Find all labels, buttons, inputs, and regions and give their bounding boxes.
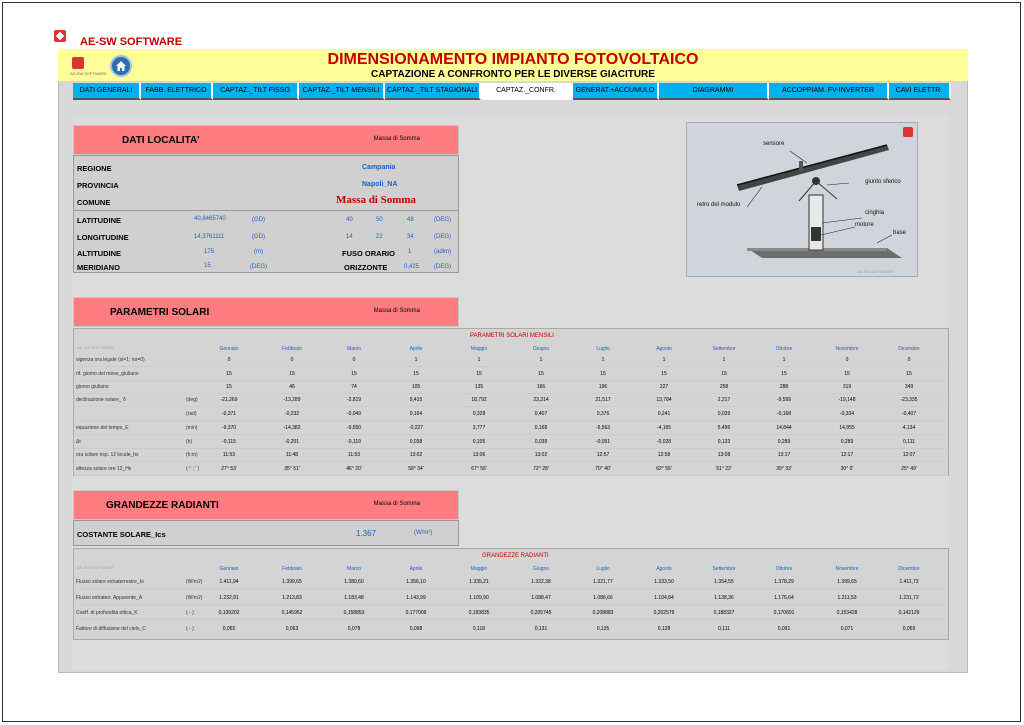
table-cell: 15 xyxy=(600,371,606,377)
table-cell: 15 xyxy=(226,371,232,377)
table-cell: 30° 0' xyxy=(840,466,854,472)
table-cell: -0,232 xyxy=(284,411,300,417)
table-cell: 1.213,83 xyxy=(282,595,302,601)
month-header: Agosto xyxy=(656,566,672,572)
table-cell: -0,227 xyxy=(408,425,424,431)
table-cell: 0,039 xyxy=(717,411,731,417)
month-header: Maggio xyxy=(470,566,488,572)
page-subtitle: CAPTAZIONE A CONFRONTO PER LE DIVERSE GIACITURE xyxy=(371,69,655,80)
table-cell: 105 xyxy=(411,384,421,390)
table-cell: -0,371 xyxy=(221,411,237,417)
table-cell: 0,164 xyxy=(409,411,423,417)
month-header: Febbraio xyxy=(282,346,302,352)
table-cell: 0 xyxy=(290,357,294,363)
month-header: Luglio xyxy=(596,346,610,352)
costante-solare-label: COSTANTE SOLARE_Ics xyxy=(77,530,166,539)
table-cell: 46° 20' xyxy=(346,466,362,472)
orizzonte-unit: (DEG) xyxy=(434,264,451,270)
table-cell: 5,496 xyxy=(717,425,731,431)
table-cell: -0,051 xyxy=(595,439,611,445)
grandezze-radianti-table-title: GRANDEZZE RADIANTI xyxy=(482,553,549,559)
row-unit: ( - ) xyxy=(186,610,194,616)
row-label: rif. giorno del mese_giuliano xyxy=(76,371,139,377)
table-cell: 1.232,91 xyxy=(219,595,239,601)
table-cell: 25° 49' xyxy=(901,466,917,472)
table-cell: 0,111 xyxy=(718,626,730,632)
grandezze-radianti-watermark: AE-SW SOFTWARE xyxy=(77,565,114,570)
table-cell: -0,049 xyxy=(346,411,362,417)
table-cell: 1 xyxy=(414,357,418,363)
tab-fabb-elettrico[interactable]: FABB. ELETTRICO xyxy=(141,83,213,100)
row-unit: ( - ) xyxy=(186,626,194,632)
lat-seconds: 48 xyxy=(407,217,414,223)
table-cell: 0,205745 xyxy=(530,610,552,616)
table-cell: 12:07 xyxy=(902,452,916,458)
table-cell: 23,314 xyxy=(533,397,549,403)
dati-localita-location-tag: Massa di Somma xyxy=(373,136,420,142)
table-cell: 0,091 xyxy=(777,626,791,632)
diagram-label-base: base xyxy=(893,230,907,236)
month-header: Luglio xyxy=(596,566,610,572)
row-unit: (rad) xyxy=(186,411,197,417)
table-cell: 0,188327 xyxy=(713,610,735,616)
table-cell: 13:02 xyxy=(534,452,548,458)
table-cell: 349 xyxy=(904,384,914,390)
title-banner xyxy=(58,49,968,81)
table-cell: 11:53 xyxy=(222,452,236,458)
row-divider xyxy=(74,588,948,589)
row-divider xyxy=(74,475,948,476)
row-unit: ( ° ; ' ) xyxy=(186,466,200,472)
table-cell: 1.231,72 xyxy=(899,595,919,601)
table-cell: 15 xyxy=(661,371,667,377)
table-cell: 15 xyxy=(289,371,295,377)
tab-captaz-tilt-fisso[interactable]: CAPTAZ._TILT FISSO xyxy=(213,83,299,100)
diagram-label-cinghia: cinghia xyxy=(865,210,885,216)
table-cell: 27° 53' xyxy=(221,466,237,472)
row-unit: (W/m2) xyxy=(186,595,203,601)
orizzonte-label: ORIZZONTE xyxy=(344,263,388,272)
table-cell: 0,145952 xyxy=(281,610,303,616)
row-label: Coeff. di profondità ottica_K xyxy=(76,610,138,616)
table-cell: 15 xyxy=(844,371,850,377)
table-cell: 0,059 xyxy=(902,626,916,632)
altitudine-label: ALTITUDINE xyxy=(77,249,122,258)
table-cell: 0,098 xyxy=(409,626,423,632)
meridiano-value: 15 xyxy=(204,263,211,269)
row-label: vigenza ora legale (si=1; no=0) xyxy=(76,357,145,363)
table-cell: 18,792 xyxy=(471,397,487,403)
month-header: Febbraio xyxy=(282,566,302,572)
latitudine-label: LATITUDINE xyxy=(77,216,122,225)
table-cell: 72° 28' xyxy=(533,466,549,472)
diagram-label-sensore: sensore xyxy=(763,141,785,147)
table-cell: 1.411,73 xyxy=(899,579,919,585)
table-cell: 1.354,55 xyxy=(714,579,734,585)
row-divider xyxy=(74,635,948,636)
table-cell: 1.138,36 xyxy=(714,595,734,601)
lon-deg-unit: (DEG) xyxy=(434,234,451,240)
grandezze-radianti-header xyxy=(73,490,459,520)
table-cell: 0,193835 xyxy=(468,610,490,616)
table-cell: 58° 34' xyxy=(408,466,424,472)
row-label: ora solare risp. 12 locale_hs xyxy=(76,452,139,458)
brand-name: AE-SW SOFTWARE xyxy=(80,36,183,48)
month-header: Aprile xyxy=(409,566,423,572)
table-cell: 3,777 xyxy=(472,425,486,431)
diagram-label-retro: retro del modulo xyxy=(697,202,741,208)
table-cell: 1.335,21 xyxy=(469,579,489,585)
parametri-solari-table-title: PARAMETRI SOLARI MENSILI xyxy=(470,333,554,339)
fuso-orario-label: FUSO ORARIO xyxy=(342,249,395,258)
page-title: DIMENSIONAMENTO IMPIANTO FOTOVOLTAICO xyxy=(327,51,699,68)
table-cell: 0,153428 xyxy=(836,610,858,616)
latitudine-value: 40,8465740 xyxy=(194,216,226,222)
table-cell: 15 xyxy=(538,371,544,377)
row-divider xyxy=(74,434,948,435)
table-cell: 0,202579 xyxy=(653,610,675,616)
table-cell: 0,105 xyxy=(472,439,486,445)
row-divider xyxy=(74,448,948,449)
costante-solare-box xyxy=(73,520,459,546)
table-cell: 1.104,84 xyxy=(654,595,674,601)
row-label: Flusso solare extraterrestre_Io xyxy=(76,579,144,585)
table-cell: 0,131 xyxy=(534,626,548,632)
lon-degrees: 14 xyxy=(346,234,353,240)
table-cell: 0,168 xyxy=(534,425,548,431)
month-header: Giugno xyxy=(532,566,550,572)
month-header: Aprile xyxy=(409,346,423,352)
diagram-caption: AE-SW SOFTWARE xyxy=(857,269,894,274)
row-label: Δt xyxy=(76,439,81,445)
provincia-label: PROVINCIA xyxy=(77,181,119,190)
table-cell: 0,177009 xyxy=(405,610,427,616)
table-cell: 4,134 xyxy=(902,425,916,431)
table-cell: 1 xyxy=(539,357,543,363)
table-cell: 1.356,10 xyxy=(406,579,426,585)
month-header: Ottobre xyxy=(775,346,793,352)
table-cell: 0,071 xyxy=(840,626,854,632)
table-cell: 0,055 xyxy=(222,626,236,632)
table-cell: -9,370 xyxy=(221,425,237,431)
table-cell: 13:17 xyxy=(777,452,791,458)
table-cell: 0,328 xyxy=(472,411,486,417)
month-header: Agosto xyxy=(656,346,672,352)
table-cell: 0,241 xyxy=(657,411,671,417)
table-cell: 288 xyxy=(779,384,789,390)
table-cell: 1.086,66 xyxy=(593,595,613,601)
table-cell: 0 xyxy=(227,357,231,363)
separator xyxy=(74,210,458,211)
table-cell: 0,135 xyxy=(596,626,610,632)
table-cell: 12:58 xyxy=(657,452,671,458)
month-header: Maggio xyxy=(470,346,488,352)
row-divider xyxy=(74,619,948,620)
table-cell: -9,650 xyxy=(346,425,362,431)
month-header: Gennaio xyxy=(219,566,239,572)
tracker-diagram-illustration xyxy=(687,123,918,277)
diagram-label-giunto: giunto sferico xyxy=(865,179,901,185)
table-cell: 0 xyxy=(907,357,911,363)
comune-value: Massa di Somma xyxy=(336,194,417,206)
tab-dati-generali[interactable]: DATI GENERALI xyxy=(73,83,141,100)
fuso-orario-unit: (adim) xyxy=(434,249,452,255)
regione-label: REGIONE xyxy=(77,164,112,173)
provincia-value: Napoli_NA xyxy=(362,181,398,188)
table-cell: 70° 40' xyxy=(595,466,611,472)
table-cell: 13:02 xyxy=(409,452,423,458)
table-cell: -9,599 xyxy=(776,397,792,403)
parametri-solari-header xyxy=(73,297,459,327)
grandezze-radianti-location-tag: Massa di Somma xyxy=(373,501,420,507)
logo-caption: AE-SW SOFTWARE xyxy=(70,71,107,76)
table-cell: 0,038 xyxy=(409,439,423,445)
fuso-orario-value: 1 xyxy=(408,249,412,255)
table-cell: 35° 51' xyxy=(284,466,300,472)
table-cell: 1.399,65 xyxy=(837,579,857,585)
table-cell: -2,819 xyxy=(346,397,362,403)
longitudine-value: 14,3761111 xyxy=(194,234,225,240)
month-header: Dicembre xyxy=(898,566,920,572)
tab-accoppiam-fv-inverter[interactable]: ACCOPPIAM. FV-INVERTER xyxy=(769,83,889,100)
table-cell: 1.378,29 xyxy=(774,579,794,585)
table-cell: 62° 56' xyxy=(656,466,672,472)
table-cell: -0,334 xyxy=(839,411,855,417)
table-cell: 67° 56' xyxy=(471,466,487,472)
table-cell: -5,563 xyxy=(595,425,611,431)
table-cell: 15 xyxy=(721,371,727,377)
diagram-label-motore: motore xyxy=(855,222,874,228)
row-label: altezza solare ore 12_Hs xyxy=(76,466,132,472)
table-cell: 319 xyxy=(842,384,852,390)
costante-solare-value: 1.367 xyxy=(356,529,377,538)
table-cell: 1.109,90 xyxy=(469,595,489,601)
grandezze-radianti-heading: GRANDEZZE RADIANTI xyxy=(106,500,219,511)
table-cell: 135 xyxy=(474,384,484,390)
table-cell: 15 xyxy=(906,371,912,377)
table-cell: -0,201 xyxy=(284,439,300,445)
table-cell: 0,118 xyxy=(472,626,486,632)
table-cell: 15 xyxy=(226,384,232,390)
tab-generat-accumulo[interactable]: GENERAT.+ACCUMULO xyxy=(573,83,659,100)
dati-localita-heading: DATI LOCALITA' xyxy=(122,135,200,146)
row-unit: (min) xyxy=(186,425,198,431)
table-cell: -0,119 xyxy=(347,439,361,445)
table-cell: 196 xyxy=(598,384,608,390)
table-cell: 1.399,65 xyxy=(282,579,302,585)
parametri-solari-watermark: AE-SW SOFTWARE xyxy=(77,345,114,350)
tab-cavi-elettr[interactable]: CAVI ELETTR. xyxy=(889,83,951,100)
table-cell: 0 xyxy=(845,357,849,363)
row-divider xyxy=(74,380,948,381)
table-cell: 0,078 xyxy=(347,626,361,632)
table-cell: 1.380,60 xyxy=(344,579,364,585)
table-cell: -23,335 xyxy=(900,397,918,403)
table-cell: 46 xyxy=(289,384,295,390)
month-header: Novembre xyxy=(835,566,859,572)
costante-solare-unit: (W/m²) xyxy=(414,530,433,536)
tab-captaz-tilt-stagionali[interactable]: CAPTAZ._TILT STAGIONALI xyxy=(385,83,481,100)
table-cell: 0,111 xyxy=(903,439,915,445)
table-cell: 14,844 xyxy=(776,425,792,431)
altitudine-unit: (m) xyxy=(254,249,263,255)
row-divider xyxy=(74,461,948,462)
table-cell: 1.176,64 xyxy=(774,595,794,601)
row-label: giorno giuliano xyxy=(76,384,109,390)
lon-minutes: 22 xyxy=(376,234,383,240)
table-cell: 0,289 xyxy=(840,439,854,445)
table-cell: 11:53 xyxy=(347,452,361,458)
orizzonte-value: 0,425 xyxy=(404,264,420,270)
table-cell: 258 xyxy=(719,384,729,390)
lat-degrees: 40 xyxy=(346,217,353,223)
parametri-solari-table xyxy=(73,328,949,476)
table-cell: 21,517 xyxy=(595,397,611,403)
parametri-solari-heading: PARAMETRI SOLARI xyxy=(110,307,210,318)
table-cell: 0 xyxy=(352,357,356,363)
dati-localita-header xyxy=(73,125,459,155)
meridiano-label: MERIDIANO xyxy=(77,263,120,272)
table-cell: 0,039 xyxy=(534,439,548,445)
table-cell: 227 xyxy=(659,384,669,390)
table-cell: -14,382 xyxy=(283,425,301,431)
table-cell: 51° 22' xyxy=(716,466,732,472)
tab-captaz-tilt-mensili[interactable]: CAPTAZ._TILT MENSILI xyxy=(299,83,385,100)
table-cell: 1 xyxy=(782,357,786,363)
row-label: Fattore di diffusione del cielo_C xyxy=(76,626,146,632)
meridiano-unit: (DEG) xyxy=(250,264,267,270)
table-cell: 14,855 xyxy=(839,425,855,431)
table-cell: 0,133 xyxy=(717,439,731,445)
table-cell: 1 xyxy=(477,357,481,363)
table-cell: 2,217 xyxy=(717,397,731,403)
parametri-solari-location-tag: Massa di Somma xyxy=(373,308,420,314)
altitudine-value: 175 xyxy=(204,249,215,255)
table-cell: -0,028 xyxy=(656,439,672,445)
table-cell: 0,139202 xyxy=(218,610,240,616)
table-cell: 13:08 xyxy=(717,452,731,458)
table-cell: -0,407 xyxy=(901,411,917,417)
table-cell: 1.411,94 xyxy=(219,579,239,585)
table-cell: 74 xyxy=(351,384,357,390)
table-cell: 0,376 xyxy=(596,411,610,417)
table-cell: 13:06 xyxy=(472,452,486,458)
month-header: Giugno xyxy=(532,346,550,352)
table-cell: 1.183,48 xyxy=(344,595,364,601)
table-cell: -0,115 xyxy=(222,439,236,445)
table-cell: 0,142129 xyxy=(898,610,920,616)
table-cell: 0,063 xyxy=(285,626,299,632)
table-cell: 1.321,77 xyxy=(593,579,613,585)
table-cell: 15 xyxy=(351,371,357,377)
grandezze-radianti-table xyxy=(73,548,949,640)
row-unit: (W/m2) xyxy=(186,579,203,585)
lon-seconds: 34 xyxy=(407,234,414,240)
location-info-box xyxy=(73,155,459,273)
month-header: Ottobre xyxy=(775,566,793,572)
row-divider xyxy=(74,420,948,421)
table-cell: 1 xyxy=(662,357,666,363)
row-divider xyxy=(74,604,948,605)
table-cell: 0,158853 xyxy=(343,610,365,616)
row-unit: (h:m) xyxy=(186,452,198,458)
table-cell: 1.143,99 xyxy=(406,595,426,601)
table-cell: 15 xyxy=(413,371,419,377)
table-cell: 1.322,38 xyxy=(531,579,551,585)
month-header: Marzo xyxy=(347,566,361,572)
row-divider xyxy=(74,366,948,367)
table-cell: 12:57 xyxy=(596,452,610,458)
table-cell: 166 xyxy=(536,384,546,390)
table-cell: -19,148 xyxy=(838,397,856,403)
longitudine-label: LONGITUDINE xyxy=(77,233,129,242)
table-cell: -21,269 xyxy=(220,397,238,403)
table-cell: -13,289 xyxy=(283,397,301,403)
row-divider xyxy=(74,406,948,407)
month-header: Dicembre xyxy=(898,346,920,352)
lat-deg-unit: (DEG) xyxy=(434,217,451,223)
row-label: equazione del tempo_E xyxy=(76,425,129,431)
table-cell: 1 xyxy=(601,357,605,363)
table-cell: 0,170691 xyxy=(773,610,795,616)
longitudine-unit: (GD) xyxy=(252,234,265,240)
tracker-diagram xyxy=(686,122,918,277)
table-cell: 0,208883 xyxy=(592,610,614,616)
table-cell: 0,289 xyxy=(777,439,791,445)
comune-label: COMUNE xyxy=(77,198,111,207)
table-cell: 12:17 xyxy=(840,452,854,458)
table-cell: -0,168 xyxy=(776,411,792,417)
row-unit: (h) xyxy=(186,439,193,445)
table-cell: 15 xyxy=(476,371,482,377)
month-header: Settembre xyxy=(712,566,736,572)
month-header: Marzo xyxy=(347,346,361,352)
table-cell: 0,128 xyxy=(657,626,671,632)
table-cell: 9,415 xyxy=(409,397,423,403)
month-header: Settembre xyxy=(712,346,736,352)
regione-value: Campania xyxy=(362,164,396,171)
table-cell: 11:48 xyxy=(285,452,299,458)
table-cell: 1.088,47 xyxy=(531,595,551,601)
tab-captaz-confr[interactable]: CAPTAZ._CONFR. xyxy=(481,83,573,100)
tab-diagrammi[interactable]: DIAGRAMMI xyxy=(659,83,769,100)
table-cell: 1 xyxy=(722,357,726,363)
row-label: Flusso extraterr. Apparente_A xyxy=(76,595,143,601)
table-cell: 1.333,50 xyxy=(654,579,674,585)
table-cell: 0,407 xyxy=(534,411,548,417)
table-cell: 39° 33' xyxy=(776,466,792,472)
lat-minutes: 50 xyxy=(376,217,383,223)
diagram-logo-icon xyxy=(903,127,913,137)
brand-logo-icon xyxy=(54,30,66,42)
row-divider xyxy=(74,393,948,394)
table-cell: 1.211,53 xyxy=(837,595,857,601)
tab-bar xyxy=(73,83,951,100)
month-header: Gennaio xyxy=(219,346,239,352)
month-header: Novembre xyxy=(835,346,859,352)
table-cell: -4,165 xyxy=(656,425,672,431)
latitudine-unit: (GD) xyxy=(252,217,265,223)
row-label: declinazione solare_ δ xyxy=(76,397,126,403)
row-unit: (deg) xyxy=(186,397,198,403)
table-cell: 15 xyxy=(781,371,787,377)
table-cell: 13,784 xyxy=(656,397,672,403)
